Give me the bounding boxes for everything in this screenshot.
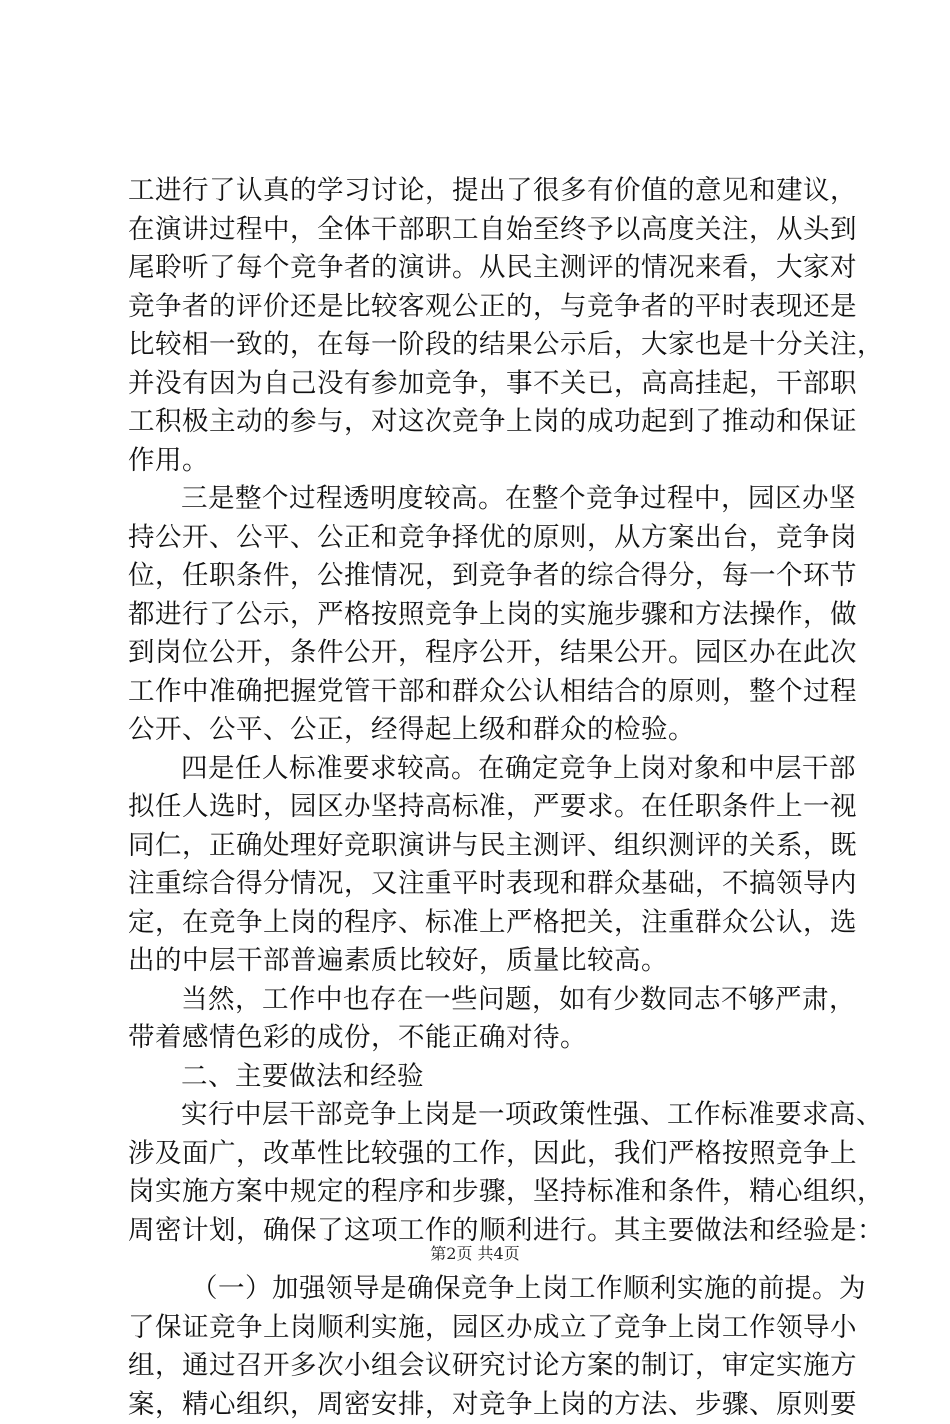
text-line: 二、主要做法和经验: [128, 1058, 828, 1097]
text-line: 工进行了认真的学习讨论，提出了很多有价值的意见和建议，: [128, 172, 828, 211]
text-line: 持公开、公平、公正和竞争择优的原则，从方案出台，竞争岗: [128, 519, 828, 558]
text-line: 岗实施方案中规定的程序和步骤，坚持标准和条件，精心组织，: [128, 1173, 828, 1212]
text-line: 作用。: [128, 442, 828, 481]
text-line: 工作中准确把握党管干部和群众公认相结合的原则，整个过程: [128, 673, 828, 712]
paragraph: [128, 981, 828, 1058]
text-line: 当然，工作中也存在一些问题，如有少数同志不够严肃，: [128, 981, 828, 1020]
page-footer: [0, 1242, 950, 1266]
text-line: 注重综合得分情况，又注重平时表现和群众基础，不搞领导内: [128, 865, 828, 904]
paragraph: [128, 1270, 828, 1424]
text-line: 公开、公平、公正，经得起上级和群众的检验。: [128, 711, 828, 750]
text-line: 涉及面广，改革性比较强的工作，因此，我们严格按照竞争上: [128, 1135, 828, 1174]
text-line: 工积极主动的参与，对这次竞争上岗的成功起到了推动和保证: [128, 403, 828, 442]
page-number-label: 第2页 共4页: [430, 1244, 519, 1263]
text-line: 组，通过召开多次小组会议研究讨论方案的制订，审定实施方: [128, 1347, 828, 1386]
text-line: 案，精心组织，周密安排，对竞争上岗的方法、步骤、原则要: [128, 1386, 828, 1424]
text-line: 四是任人标准要求较高。在确定竞争上岗对象和中层干部: [128, 750, 828, 789]
text-line: 竞争者的评价还是比较客观公正的，与竞争者的平时表现还是: [128, 288, 828, 327]
text-line: 同仁，正确处理好竞职演讲与民主测评、组织测评的关系，既: [128, 827, 828, 866]
document-body: [128, 172, 828, 1424]
text-line: 实行中层干部竞争上岗是一项政策性强、工作标准要求高、: [128, 1096, 828, 1135]
paragraph: [128, 172, 828, 480]
text-line: 拟任人选时，园区办坚持高标准，严要求。在任职条件上一视: [128, 788, 828, 827]
text-line: 并没有因为自己没有参加竞争，事不关已，高高挂起，干部职: [128, 365, 828, 404]
text-line: 尾聆听了每个竞争者的演讲。从民主测评的情况来看，大家对: [128, 249, 828, 288]
text-line: 都进行了公示，严格按照竞争上岗的实施步骤和方法操作，做: [128, 596, 828, 635]
section-heading: [128, 1058, 828, 1097]
text-line: 了保证竞争上岗顺利实施，园区办成立了竞争上岗工作领导小: [128, 1309, 828, 1348]
text-line: 三是整个过程透明度较高。在整个竞争过程中，园区办坚: [128, 480, 828, 519]
text-line: 带着感情色彩的成份，不能正确对待。: [128, 1019, 828, 1058]
text-line: （一）加强领导是确保竞争上岗工作顺利实施的前提。为: [128, 1270, 828, 1309]
text-line: 周密计划，确保了这项工作的顺利进行。其主要做法和经验是：: [128, 1212, 828, 1251]
text-line: 出的中层干部普遍素质比较好，质量比较高。: [128, 942, 828, 981]
text-line: 比较相一致的，在每一阶段的结果公示后，大家也是十分关注，: [128, 326, 828, 365]
text-line: 位，任职条件，公推情况，到竞争者的综合得分，每一个环节: [128, 557, 828, 596]
paragraph: [128, 1096, 828, 1250]
text-line: 定，在竞争上岗的程序、标准上严格把关，注重群众公认，选: [128, 904, 828, 943]
paragraph: [128, 480, 828, 750]
text-line: 到岗位公开，条件公开，程序公开，结果公开。园区办在此次: [128, 634, 828, 673]
text-line: 在演讲过程中，全体干部职工自始至终予以高度关注，从头到: [128, 211, 828, 250]
paragraph: [128, 750, 828, 981]
